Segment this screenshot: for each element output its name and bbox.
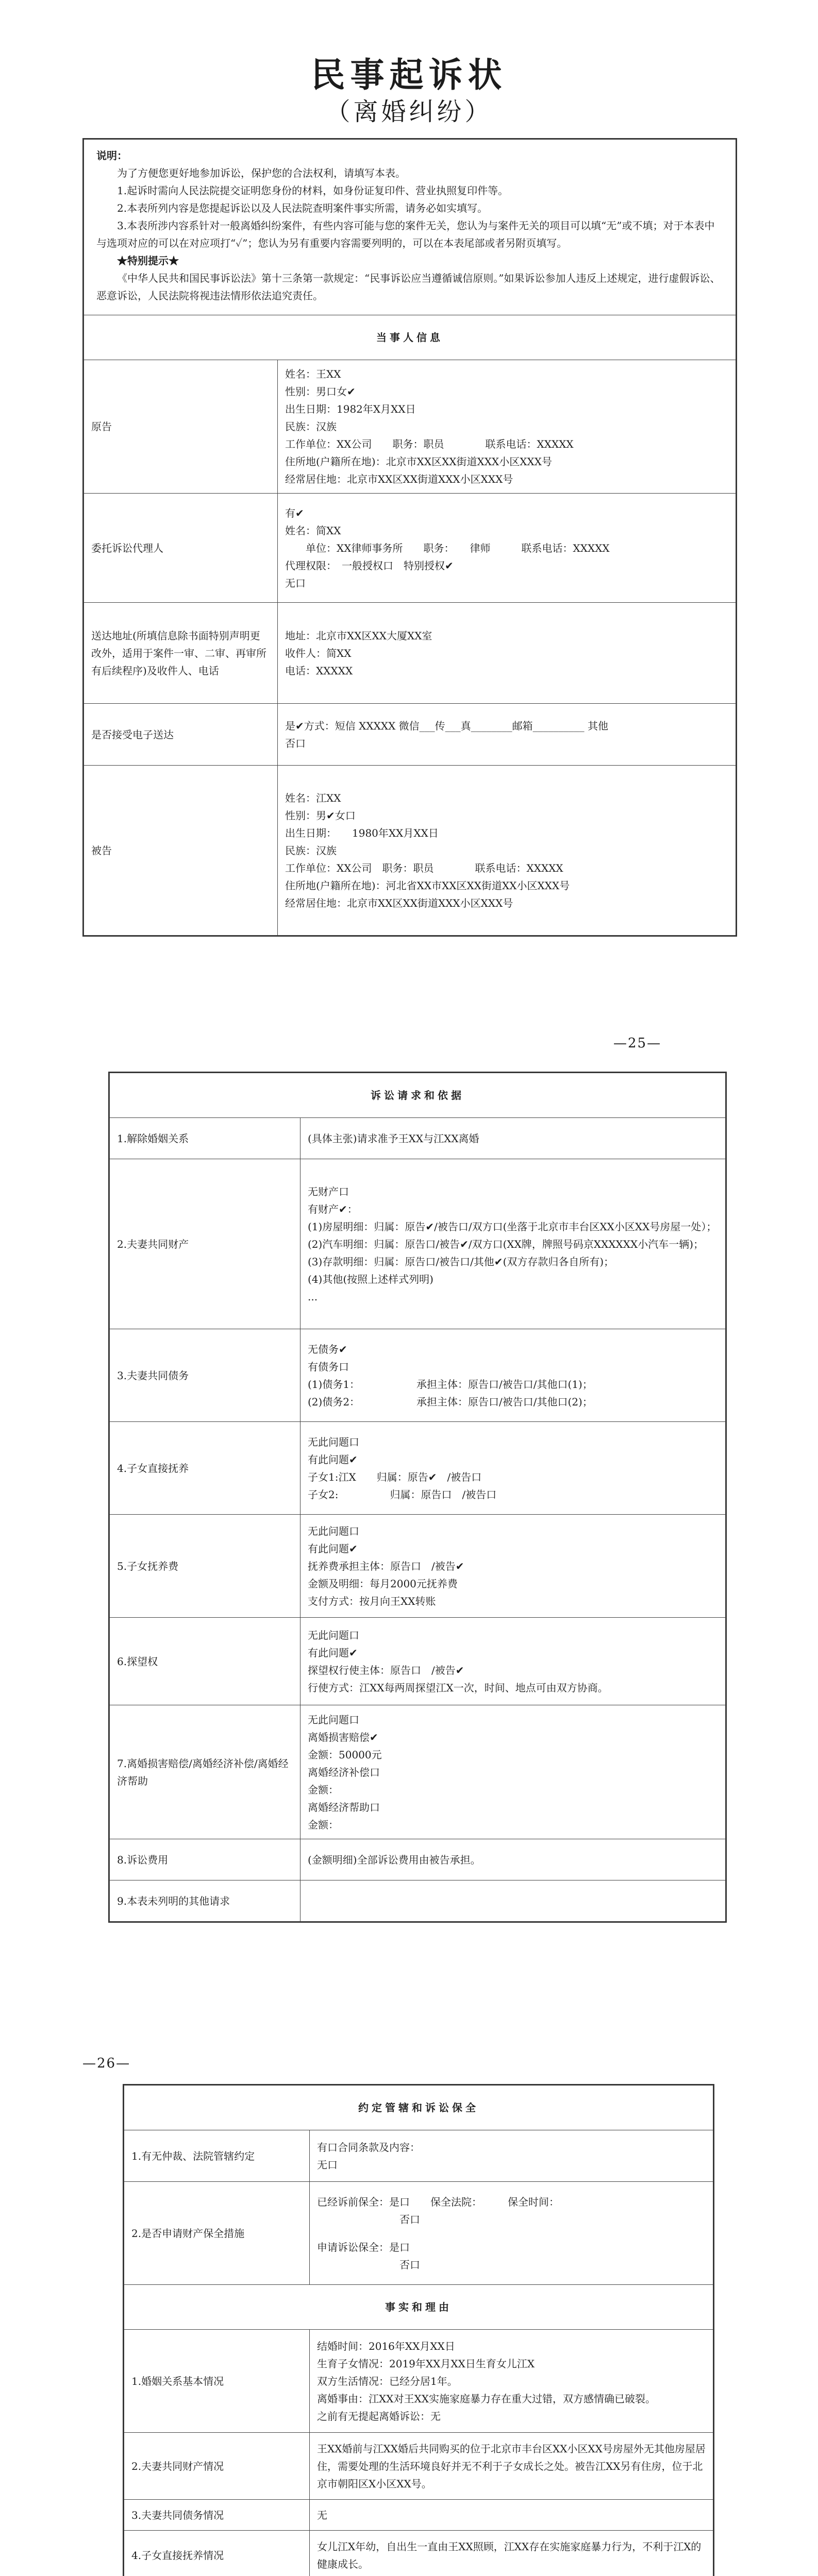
field-line: 无此问题口 xyxy=(308,1713,359,1726)
claim-content xyxy=(301,1329,726,1422)
jurisdiction-content xyxy=(310,2130,713,2182)
field-line: (2)汽车明细：归属：原告口/被告✔/双方口(XX牌，牌照号码京XXXXXX小汽车一辆)； xyxy=(308,1238,704,1250)
row-label-plaintiff: 原告 xyxy=(84,360,278,494)
instructions-box xyxy=(84,140,736,315)
field-line: 性别：男口女✔ xyxy=(285,385,356,398)
field-line: (1)房屋明细：归属：原告✔/被告口/双方口(坐落于北京市丰台区XX小区XX号房屋一处）； xyxy=(308,1220,717,1233)
field-line: 无口 xyxy=(285,577,306,589)
field-line: (金额明细)全部诉讼费用由被告承担。 xyxy=(308,1853,481,1866)
field-line: 有✔ xyxy=(285,506,304,519)
field-line: 经常居住地：北京市XX区XX街道XXX小区XXX号 xyxy=(285,896,513,909)
field-line: 金额及明细：每月2000元抚养费 xyxy=(308,1577,458,1590)
claim-label: 7.离婚损害赔偿/离婚经济补偿/离婚经济帮助 xyxy=(110,1705,301,1839)
claim-label: 5.子女抚养费 xyxy=(110,1515,301,1618)
field-line: 离婚经济补偿口 xyxy=(308,1766,380,1778)
jurisdiction-label: 1.有无仲裁、法院管辖约定 xyxy=(124,2130,310,2182)
document-subtitle: （离婚纠纷） xyxy=(325,97,493,126)
section-title-claims: 诉讼请求和依据 xyxy=(110,1073,726,1118)
field-line: 有此问题✔ xyxy=(308,1542,358,1555)
field-line: 有此问题✔ xyxy=(308,1646,358,1659)
facts-content xyxy=(310,2330,713,2433)
field-line: 已经诉前保全：是口 保全法院： 保全时间： xyxy=(317,2195,559,2208)
claim-content xyxy=(301,1118,726,1159)
field-line: (4)其他(按照上述样式列明) xyxy=(308,1273,433,1285)
page-26-claims-form xyxy=(108,1072,727,1923)
jurisdiction-label: 2.是否申请财产保全措施 xyxy=(124,2182,310,2285)
page-number-25: —25— xyxy=(613,1036,662,1051)
field-line: 单位：XX律师事务所 职务： 律师 联系电话：XXXXX xyxy=(285,541,610,554)
field-line: 申请诉讼保全：是口 xyxy=(317,2241,410,2253)
special-notice-heading: ★特别提示★ xyxy=(117,255,179,267)
field-line: 金额： xyxy=(308,1818,339,1831)
facts-content xyxy=(310,2500,713,2531)
field-line: 收件人：简XX xyxy=(285,647,352,659)
instruction-para: 2.本表所列内容是您提起诉讼以及人民法院查明案件事实所需，请务必如实填写。 xyxy=(117,202,488,214)
field-line: 性别：男✔女口 xyxy=(285,809,356,822)
field-line: 无口 xyxy=(317,2158,338,2171)
row-label-service-address: 送达地址(所填信息除书面特别声明更改外，适用于案件一审、二审、再审所有后续程序)及收件人、电话 xyxy=(84,603,278,704)
claim-label: 3.夫妻共同债务 xyxy=(110,1329,301,1422)
instructions-heading: 说明： xyxy=(96,149,127,162)
field-line: ... xyxy=(308,1290,318,1303)
field-line: 金额：50000元 xyxy=(308,1748,382,1761)
section-title-jurisdiction: 约定管辖和诉讼保全 xyxy=(124,2086,713,2130)
field-line: 离婚经济帮助口 xyxy=(308,1801,380,1814)
document-title: 民事起诉状 xyxy=(311,55,507,95)
facts-label: 3.夫妻共同债务情况 xyxy=(124,2500,310,2531)
field-line: 姓名：简XX xyxy=(285,524,341,537)
section-title-parties: 当事人信息 xyxy=(84,315,736,360)
facts-label: 1.婚姻关系基本情况 xyxy=(124,2330,310,2433)
field-line: 支付方式：按月向王XX转账 xyxy=(308,1595,436,1607)
section-title-facts: 事实和理由 xyxy=(124,2285,713,2330)
field-line: (3)存款明细：归属：原告口/被告口/其他✔(双方存款归各自所有)； xyxy=(308,1255,614,1268)
field-line: 姓名：江XX xyxy=(285,791,341,804)
field-line: 无 xyxy=(317,2509,327,2521)
claim-label: 1.解除婚姻关系 xyxy=(110,1118,301,1159)
field-line: 工作单位：XX公司 职务：职员 联系电话：XXXXX xyxy=(285,438,574,450)
facts-label: 4.子女直接抚养情况 xyxy=(124,2531,310,2576)
facts-content xyxy=(310,2531,713,2576)
field-line: 无财产口 xyxy=(308,1185,349,1198)
agent-info xyxy=(278,494,736,603)
facts-content xyxy=(310,2433,713,2500)
field-line: 无此问题口 xyxy=(308,1435,359,1448)
field-line: 电话：XXXXX xyxy=(285,664,353,677)
field-line: 出生日期：1982年X月XX日 xyxy=(285,403,416,415)
field-line: 否口 xyxy=(317,2213,420,2226)
plaintiff-info xyxy=(278,360,736,494)
claim-label: 4.子女直接抚养 xyxy=(110,1422,301,1515)
field-line: 子女1:江X 归属：原告✔ /被告口 xyxy=(308,1470,482,1483)
page-25-form xyxy=(82,138,737,937)
claim-content xyxy=(301,1839,726,1880)
instruction-para: 《中华人民共和国民事诉讼法》第十三条第一款规定：“民事诉讼应当遵循诚信原则。”如果诉讼参加人违反上述规定，进行虚假诉讼、恶意诉讼，人民法院将视违法情形依法追究责任。 xyxy=(96,272,721,302)
field-line: 是✔方式：短信 XXXXX 微信___传___真________邮箱__________ 其他 xyxy=(285,719,609,732)
field-line: 代理权限： 一般授权口 特别授权✔ xyxy=(285,559,454,572)
field-line: 住所地(户籍所在地)：河北省XX市XX区XX街道XX小区XXX号 xyxy=(285,879,570,892)
row-label-electronic-service: 是否接受电子送达 xyxy=(84,704,278,766)
claim-label: 2.夫妻共同财产 xyxy=(110,1159,301,1329)
field-line: 生育子女情况：2019年XX月XX日生育女儿江X xyxy=(317,2357,535,2370)
field-line: 女儿江X年幼，自出生一直由王XX照顾，江XX存在实施家庭暴力行为，不利于江X的健康成长。 xyxy=(317,2540,702,2570)
field-line: 结婚时间：2016年XX月XX日 xyxy=(317,2340,455,2352)
field-line: 否口 xyxy=(285,737,306,750)
field-line: 抚养费承担主体：原告口 /被告✔ xyxy=(308,1560,464,1572)
instruction-para: 3.本表所涉内容系针对一般离婚纠纷案件，有些内容可能与您的案件无关，您认为与案件无关的项目可以填“无”或不填；对于本表中与选项对应的可以在对应项打“✓”；您认为另有重要内容需要列明的，可以在本表尾部或者另附页填写。 xyxy=(96,219,715,249)
field-line: 离婚损害赔偿✔ xyxy=(308,1731,378,1743)
service-info xyxy=(278,603,736,704)
field-line: 有此问题✔ xyxy=(308,1453,358,1466)
claim-content xyxy=(301,1422,726,1515)
page-27-facts-form xyxy=(123,2084,714,2576)
field-line: 有财产✔： xyxy=(308,1202,358,1215)
field-line: 子女2: 归属：原告口 /被告口 xyxy=(308,1488,497,1501)
field-line: (2)债务2： 承担主体：原告口/被告口/其他口(2)； xyxy=(308,1395,593,1408)
field-line: 有口合同条款及内容： xyxy=(317,2141,420,2154)
field-line: (具体主张)请求准予王XX与江XX离婚 xyxy=(308,1132,479,1145)
field-line: 行使方式：江XX每两周探望江X一次，时间、地点可由双方协商。 xyxy=(308,1681,608,1694)
field-line: 出生日期： 1980年XX月XX日 xyxy=(285,826,439,839)
claim-content xyxy=(301,1618,726,1705)
field-line: 无此问题口 xyxy=(308,1524,359,1537)
field-line: 住所地(户籍所在地)：北京市XX区XX街道XXX小区XXX号 xyxy=(285,455,552,468)
claim-content xyxy=(301,1705,726,1839)
field-line: 否口 xyxy=(317,2258,420,2271)
field-line: 双方生活情况：已经分居1年。 xyxy=(317,2375,458,2387)
claim-label: 8.诉讼费用 xyxy=(110,1839,301,1880)
field-line: 之前有无提起离婚诉讼：无 xyxy=(317,2410,441,2422)
field-line: 有债务口 xyxy=(308,1360,349,1373)
claim-content xyxy=(301,1159,726,1329)
instruction-para: 1.起诉时需向人民法院提交证明您身份的材料，如身份证复印件、营业执照复印件等。 xyxy=(117,184,509,197)
field-line: 无此问题口 xyxy=(308,1629,359,1641)
field-line: 经常居住地：北京市XX区XX街道XXX小区XXX号 xyxy=(285,473,513,485)
field-line: 王XX婚前与江XX婚后共同购买的位于北京市丰台区XX小区XX号房屋外无其他房屋居住，需要处理的生活环境良好并无不利于子女成长之处。被告江XX另有住房，位于北京市朝阳区X小区XX号。 xyxy=(317,2442,706,2490)
field-line: 民族：汉族 xyxy=(285,844,337,857)
electronic-service-info xyxy=(278,704,736,766)
defendant-info xyxy=(278,766,736,936)
row-label-defendant: 被告 xyxy=(84,766,278,936)
instruction-para: 为了方便您更好地参加诉讼，保护您的合法权利，请填写本表。 xyxy=(117,167,406,179)
facts-label: 2.夫妻共同财产情况 xyxy=(124,2433,310,2500)
field-line: 无债务✔ xyxy=(308,1343,347,1355)
row-label-agent: 委托诉讼代理人 xyxy=(84,494,278,603)
jurisdiction-content xyxy=(310,2182,713,2285)
field-line: 离婚事由：江XX对王XX实施家庭暴力存在重大过错，双方感情确已破裂。 xyxy=(317,2392,656,2405)
claim-content xyxy=(301,1880,726,1922)
field-line: 地址：北京市XX区XX大厦XX室 xyxy=(285,629,432,642)
field-line: 民族：汉族 xyxy=(285,420,337,433)
field-line: 工作单位：XX公司 职务：职员 联系电话：XXXXX xyxy=(285,861,563,874)
field-line: (1)债务1： 承担主体：原告口/被告口/其他口(1)； xyxy=(308,1378,593,1391)
claim-content xyxy=(301,1515,726,1618)
field-line xyxy=(317,2228,706,2239)
field-line: 金额： xyxy=(308,1783,339,1796)
field-line: 姓名：王XX xyxy=(285,368,341,380)
page-number-26: —26— xyxy=(82,2056,131,2071)
claim-label: 9.本表未列明的其他请求 xyxy=(110,1880,301,1922)
field-line: 探望权行使主体：原告口 /被告✔ xyxy=(308,1664,464,1676)
claim-label: 6.探望权 xyxy=(110,1618,301,1705)
